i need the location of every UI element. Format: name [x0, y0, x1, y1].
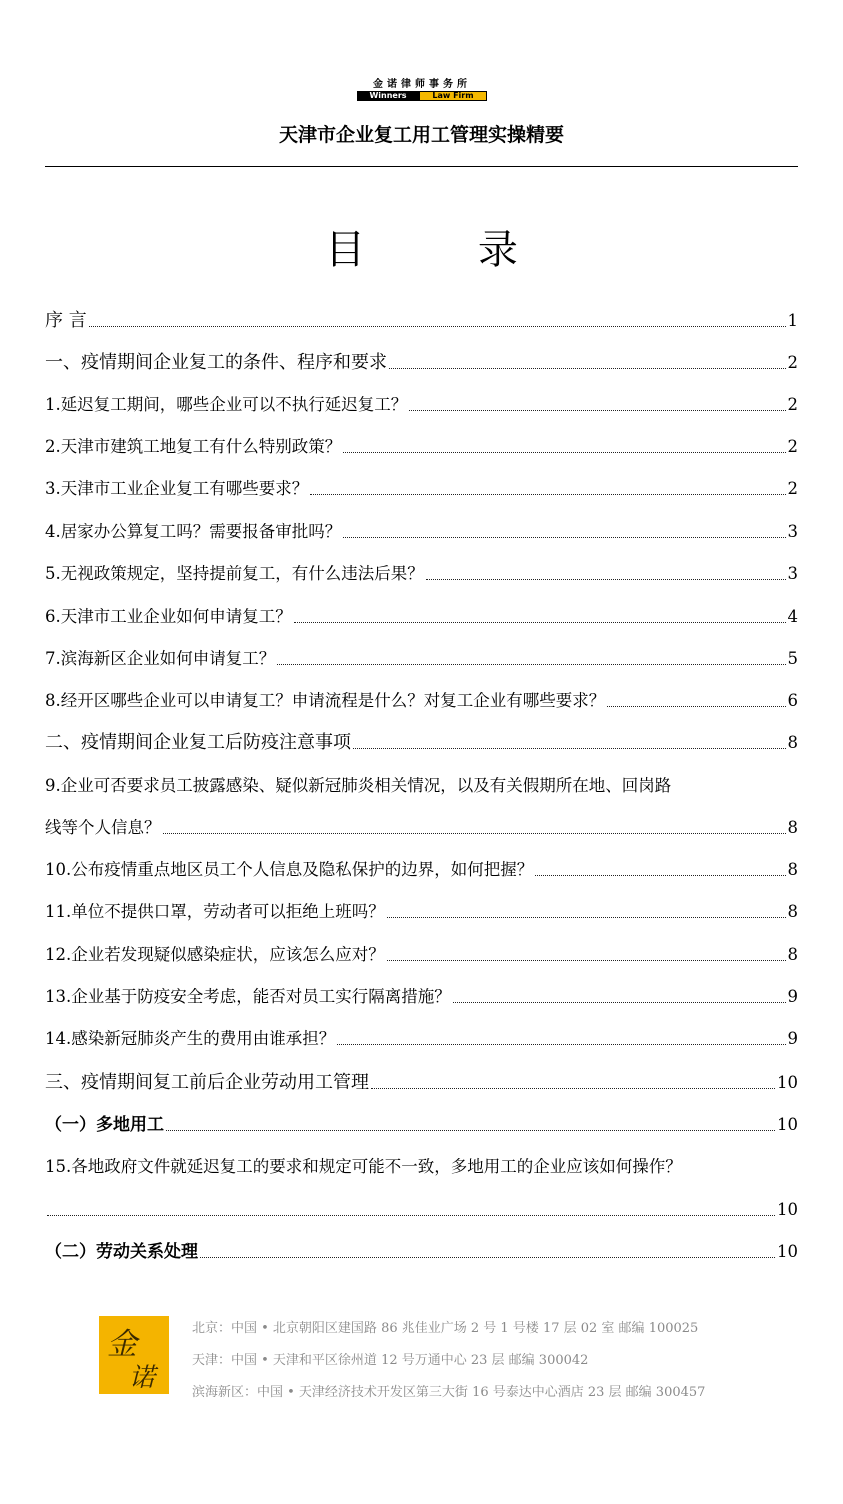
toc-entry[interactable]	[45, 858, 798, 882]
toc-dot-leader	[277, 664, 785, 665]
toc-page-number: 3	[787, 522, 798, 541]
toc-heading: 目 录	[325, 227, 568, 273]
toc-page-number: 9	[787, 987, 798, 1006]
toc-entry[interactable]	[45, 1071, 798, 1095]
toc-entry-text: 9.企业可否要求员工披露感染、疑似新冠肺炎相关情况，以及有关假期所在地、回岗路	[45, 776, 672, 795]
header-divider	[45, 166, 798, 167]
toc-entry-text: 11.单位不提供口罩，劳动者可以拒绝上班吗？	[45, 902, 385, 921]
toc-dot-leader	[453, 1002, 786, 1003]
toc-dot-leader	[409, 410, 785, 411]
toc-dot-leader	[294, 622, 786, 623]
toc-entry[interactable]	[45, 900, 798, 924]
toc-entry[interactable]	[45, 351, 798, 375]
firm-name-cn: 金诺律师事务所	[373, 79, 471, 90]
toc-entry[interactable]	[45, 520, 798, 544]
jinnuo-calligraphy-icon	[99, 1316, 169, 1394]
toc-entry[interactable]	[45, 985, 798, 1009]
toc-page-number: 1	[787, 311, 798, 330]
toc-page-number: 8	[787, 733, 798, 752]
toc-page-number: 6	[787, 691, 798, 710]
toc-entry-text: 5.无视政策规定，坚持提前复工，有什么违法后果？	[45, 564, 424, 583]
toc-page-number: 2	[787, 395, 798, 414]
toc-page-number: 8	[787, 860, 798, 879]
toc-page-number: 8	[787, 945, 798, 964]
toc-entry[interactable]	[45, 647, 798, 671]
toc-dot-leader	[163, 833, 786, 834]
toc-dot-leader	[371, 1088, 775, 1089]
toc-dot-leader	[353, 748, 786, 749]
address-beijing: 北京：中国 • 北京朝阳区建国路 86 兆佳业广场 2 号 1 号楼 17 层 02 室 邮编 100025	[192, 1321, 699, 1336]
toc-entry[interactable]	[45, 605, 798, 629]
toc-dot-leader	[89, 326, 786, 327]
toc-entry-text: 13.企业基于防疫安全考虑，能否对员工实行隔离措施？	[45, 987, 451, 1006]
toc-entry-text: 8.经开区哪些企业可以申请复工？申请流程是什么？对复工企业有哪些要求？	[45, 691, 606, 710]
footer-logo	[99, 1316, 169, 1394]
toc-entry-text: 12.企业若发现疑似感染症状，应该怎么应对？	[45, 945, 385, 964]
toc-dot-leader	[343, 537, 785, 538]
toc-page-number: 10	[777, 1073, 798, 1092]
toc-page-number: 8	[787, 818, 798, 837]
toc-entry-text: 14.感染新冠肺炎产生的费用由谁承担？	[45, 1029, 336, 1048]
toc-dot-leader	[389, 368, 786, 369]
toc-entry-text: 二、疫情期间企业复工后防疫注意事项	[45, 732, 351, 753]
toc-page-number: 10	[777, 1242, 798, 1261]
toc-dot-leader	[343, 452, 785, 453]
toc-entry-text: （二）劳动关系处理	[45, 1242, 198, 1262]
toc-entry[interactable]	[45, 943, 798, 967]
toc-entry-text: 线等个人信息？	[45, 818, 161, 837]
firm-logo	[357, 79, 487, 101]
toc-page-number: 9	[787, 1029, 798, 1048]
toc-entry[interactable]	[45, 562, 798, 586]
firm-name-en-left: Winners	[357, 91, 419, 101]
toc-entry-text: 一、疫情期间企业复工的条件、程序和要求	[45, 352, 387, 373]
toc-entry-text: （一）多地用工	[45, 1115, 164, 1135]
toc-entry-text: 6.天津市工业企业如何申请复工？	[45, 607, 292, 626]
toc-dot-leader	[310, 494, 785, 495]
toc-entry[interactable]	[45, 1027, 798, 1051]
toc-dot-leader	[166, 1130, 775, 1131]
toc-entry[interactable]	[45, 435, 798, 459]
toc-entry[interactable]	[45, 774, 798, 798]
toc-page-number: 8	[787, 902, 798, 921]
toc-dot-leader	[47, 1215, 775, 1216]
toc-entry-text: 序 言	[45, 310, 87, 331]
toc-entry[interactable]	[45, 477, 798, 501]
toc-entry[interactable]	[45, 309, 798, 333]
toc-entry-text: 3.天津市工业企业复工有哪些要求？	[45, 479, 309, 498]
address-tianjin: 天津：中国 • 天津和平区徐州道 12 号万通中心 23 层 邮编 300042	[192, 1353, 589, 1368]
toc-dot-leader	[426, 579, 786, 580]
logo-char-2: 诺	[129, 1363, 156, 1393]
toc-page-number: 4	[787, 607, 798, 626]
document-title: 天津市企业复工用工管理实操精要	[278, 124, 564, 146]
toc-entry-text: 4.居家办公算复工吗？需要报备审批吗？	[45, 522, 342, 541]
toc-entry[interactable]	[45, 393, 798, 417]
toc-entry[interactable]	[45, 689, 798, 713]
toc-entry-text: 7.滨海新区企业如何申请复工？	[45, 649, 276, 668]
toc-entry-text: 15.各地政府文件就延迟复工的要求和规定可能不一致，多地用工的企业应该如何操作？	[45, 1157, 682, 1176]
toc-dot-leader	[387, 917, 786, 918]
toc-entry[interactable]	[45, 1240, 798, 1264]
toc-page-number: 5	[787, 649, 798, 668]
toc-page-number: 2	[787, 479, 798, 498]
toc-page-number: 3	[787, 564, 798, 583]
logo-char-1: 金	[107, 1327, 137, 1362]
toc-page-number: 2	[787, 437, 798, 456]
toc-entry[interactable]	[45, 731, 798, 755]
toc-dot-leader	[387, 960, 786, 961]
toc-entry[interactable]	[45, 1113, 798, 1137]
toc-page-number: 10	[777, 1200, 798, 1219]
toc-dot-leader	[200, 1257, 775, 1258]
toc-entry-text: 1.延迟复工期间，哪些企业可以不执行延迟复工？	[45, 395, 408, 414]
toc-entry-text: 三、疫情期间复工前后企业劳动用工管理	[45, 1072, 369, 1093]
firm-name-en	[357, 91, 487, 101]
toc-page-number: 2	[787, 353, 798, 372]
toc-page-number: 10	[777, 1115, 798, 1134]
toc-entry-text: 10.公布疫情重点地区员工个人信息及隐私保护的边界，如何把握？	[45, 860, 534, 879]
address-binhai: 滨海新区：中国 • 天津经济技术开发区第三大街 16 号泰达中心酒店 23 层 邮编 300457	[192, 1385, 706, 1400]
toc-dot-leader	[535, 875, 785, 876]
toc-entry-text: 2.天津市建筑工地复工有什么特别政策？	[45, 437, 342, 456]
toc-entry[interactable]	[45, 816, 798, 840]
firm-name-en-right: Law Firm	[419, 91, 487, 101]
toc-dot-leader	[337, 1044, 785, 1045]
toc-entry[interactable]	[45, 1155, 798, 1179]
toc-entry[interactable]	[45, 1198, 798, 1222]
toc-dot-leader	[607, 706, 785, 707]
